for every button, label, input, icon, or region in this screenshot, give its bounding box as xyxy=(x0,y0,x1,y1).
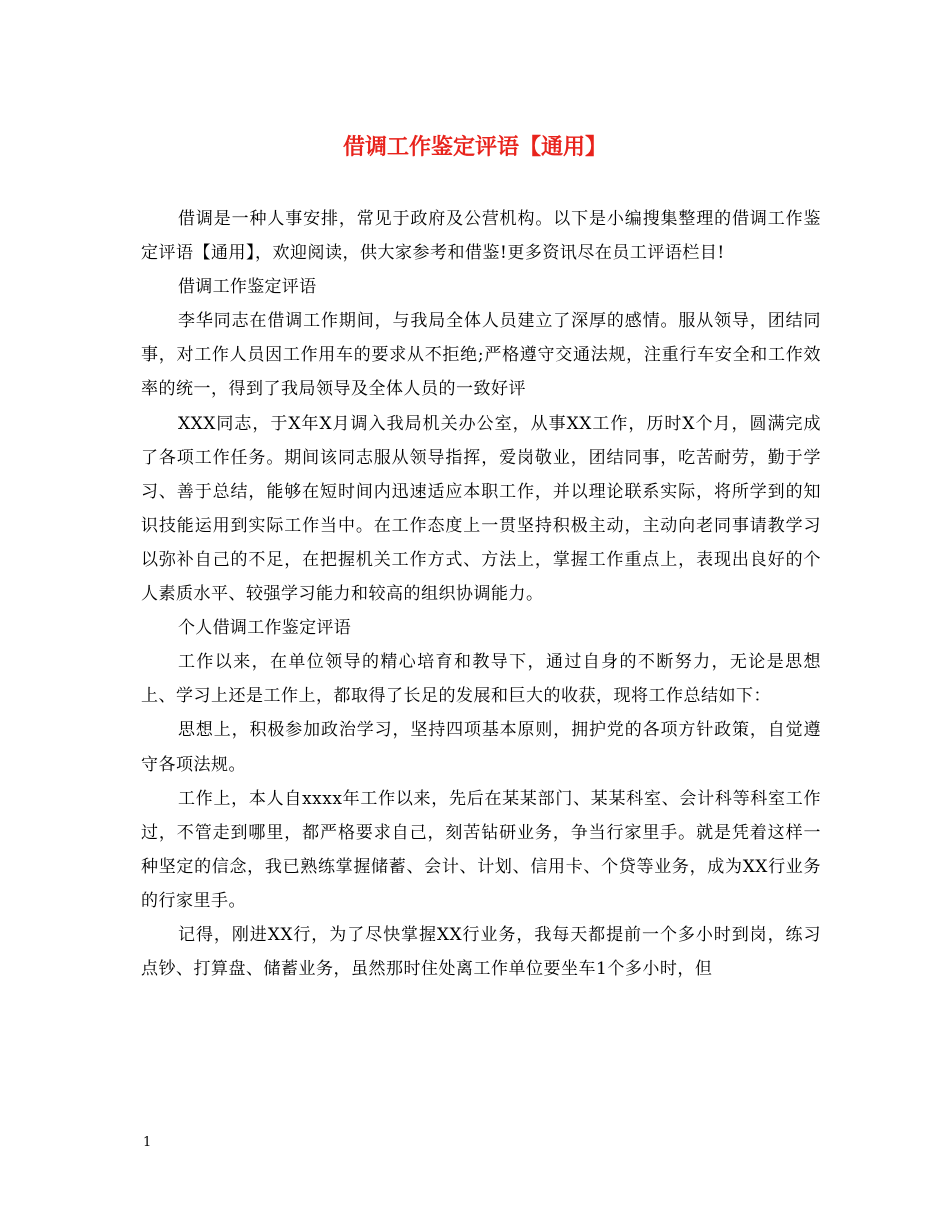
body-paragraph: XXX同志，于X年X月调入我局机关办公室，从事XX工作，历时X个月，圆满完成了各项工作任务。期间该同志服从领导指挥，爱岗敬业，团结同事，吃苦耐劳，勤于学习、善于总结，能够在短时间内迅速适应本职工作，并以理论联系实际，将所学到的知识技能运用到实际工作当中。在工作态度上一贯坚持积极主动，主动向老同事请教学习以弥补自己的不足，在把握机关工作方式、方法上，掌握工作重点上，表现出良好的个人素质水平、较强学习能力和较高的组织协调能力。 xyxy=(141,413,821,605)
section-heading: 个人借调工作鉴定评语 xyxy=(178,618,351,639)
section-heading: 借调工作鉴定评语 xyxy=(178,277,317,298)
document-title: 借调工作鉴定评语【通用】 xyxy=(342,135,607,160)
body-paragraph: 记得，刚进XX行，为了尽快掌握XX行业务，我每天都提前一个多小时到岗，练习点钞、打算盘、储蓄业务，虽然那时住处离工作单位要坐车1个多小时，但 xyxy=(141,924,821,980)
body-paragraph: 思想上，积极参加政治学习，坚持四项基本原则，拥护党的各项方针政策，自觉遵守各项法规。 xyxy=(141,720,821,775)
page-number: 1 xyxy=(143,1135,152,1150)
document-body xyxy=(141,202,821,986)
body-paragraph: 工作上，本人自xxxx年工作以来，先后在某某部门、某某科室、会计科等科室工作过，不管走到哪里，都严格要求自己，刻苦钻研业务，争当行家里手。就是凭着这样一种坚定的信念，我已熟练掌握储蓄、会计、计划、信用卡、个贷等业务，成为XX行业务的行家里手。 xyxy=(141,788,821,911)
intro-paragraph: 借调是一种人事安排，常见于政府及公营机构。以下是小编搜集整理的借调工作鉴定评语【通用】，欢迎阅读，供大家参考和借鉴!更多资讯尽在员工评语栏目! xyxy=(141,209,821,264)
body-paragraph: 工作以来，在单位领导的精心培育和教导下，通过自身的不断努力，无论是思想上、学习上还是工作上，都取得了长足的发展和巨大的收获，现将工作总结如下： xyxy=(141,652,821,707)
body-paragraph: 李华同志在借调工作期间，与我局全体人员建立了深厚的感情。服从领导，团结同事，对工作人员因工作用车的要求从不拒绝;严格遵守交通法规，注重行车安全和工作效率的统一，得到了我局领导及全体人员的一致好评 xyxy=(141,311,821,400)
